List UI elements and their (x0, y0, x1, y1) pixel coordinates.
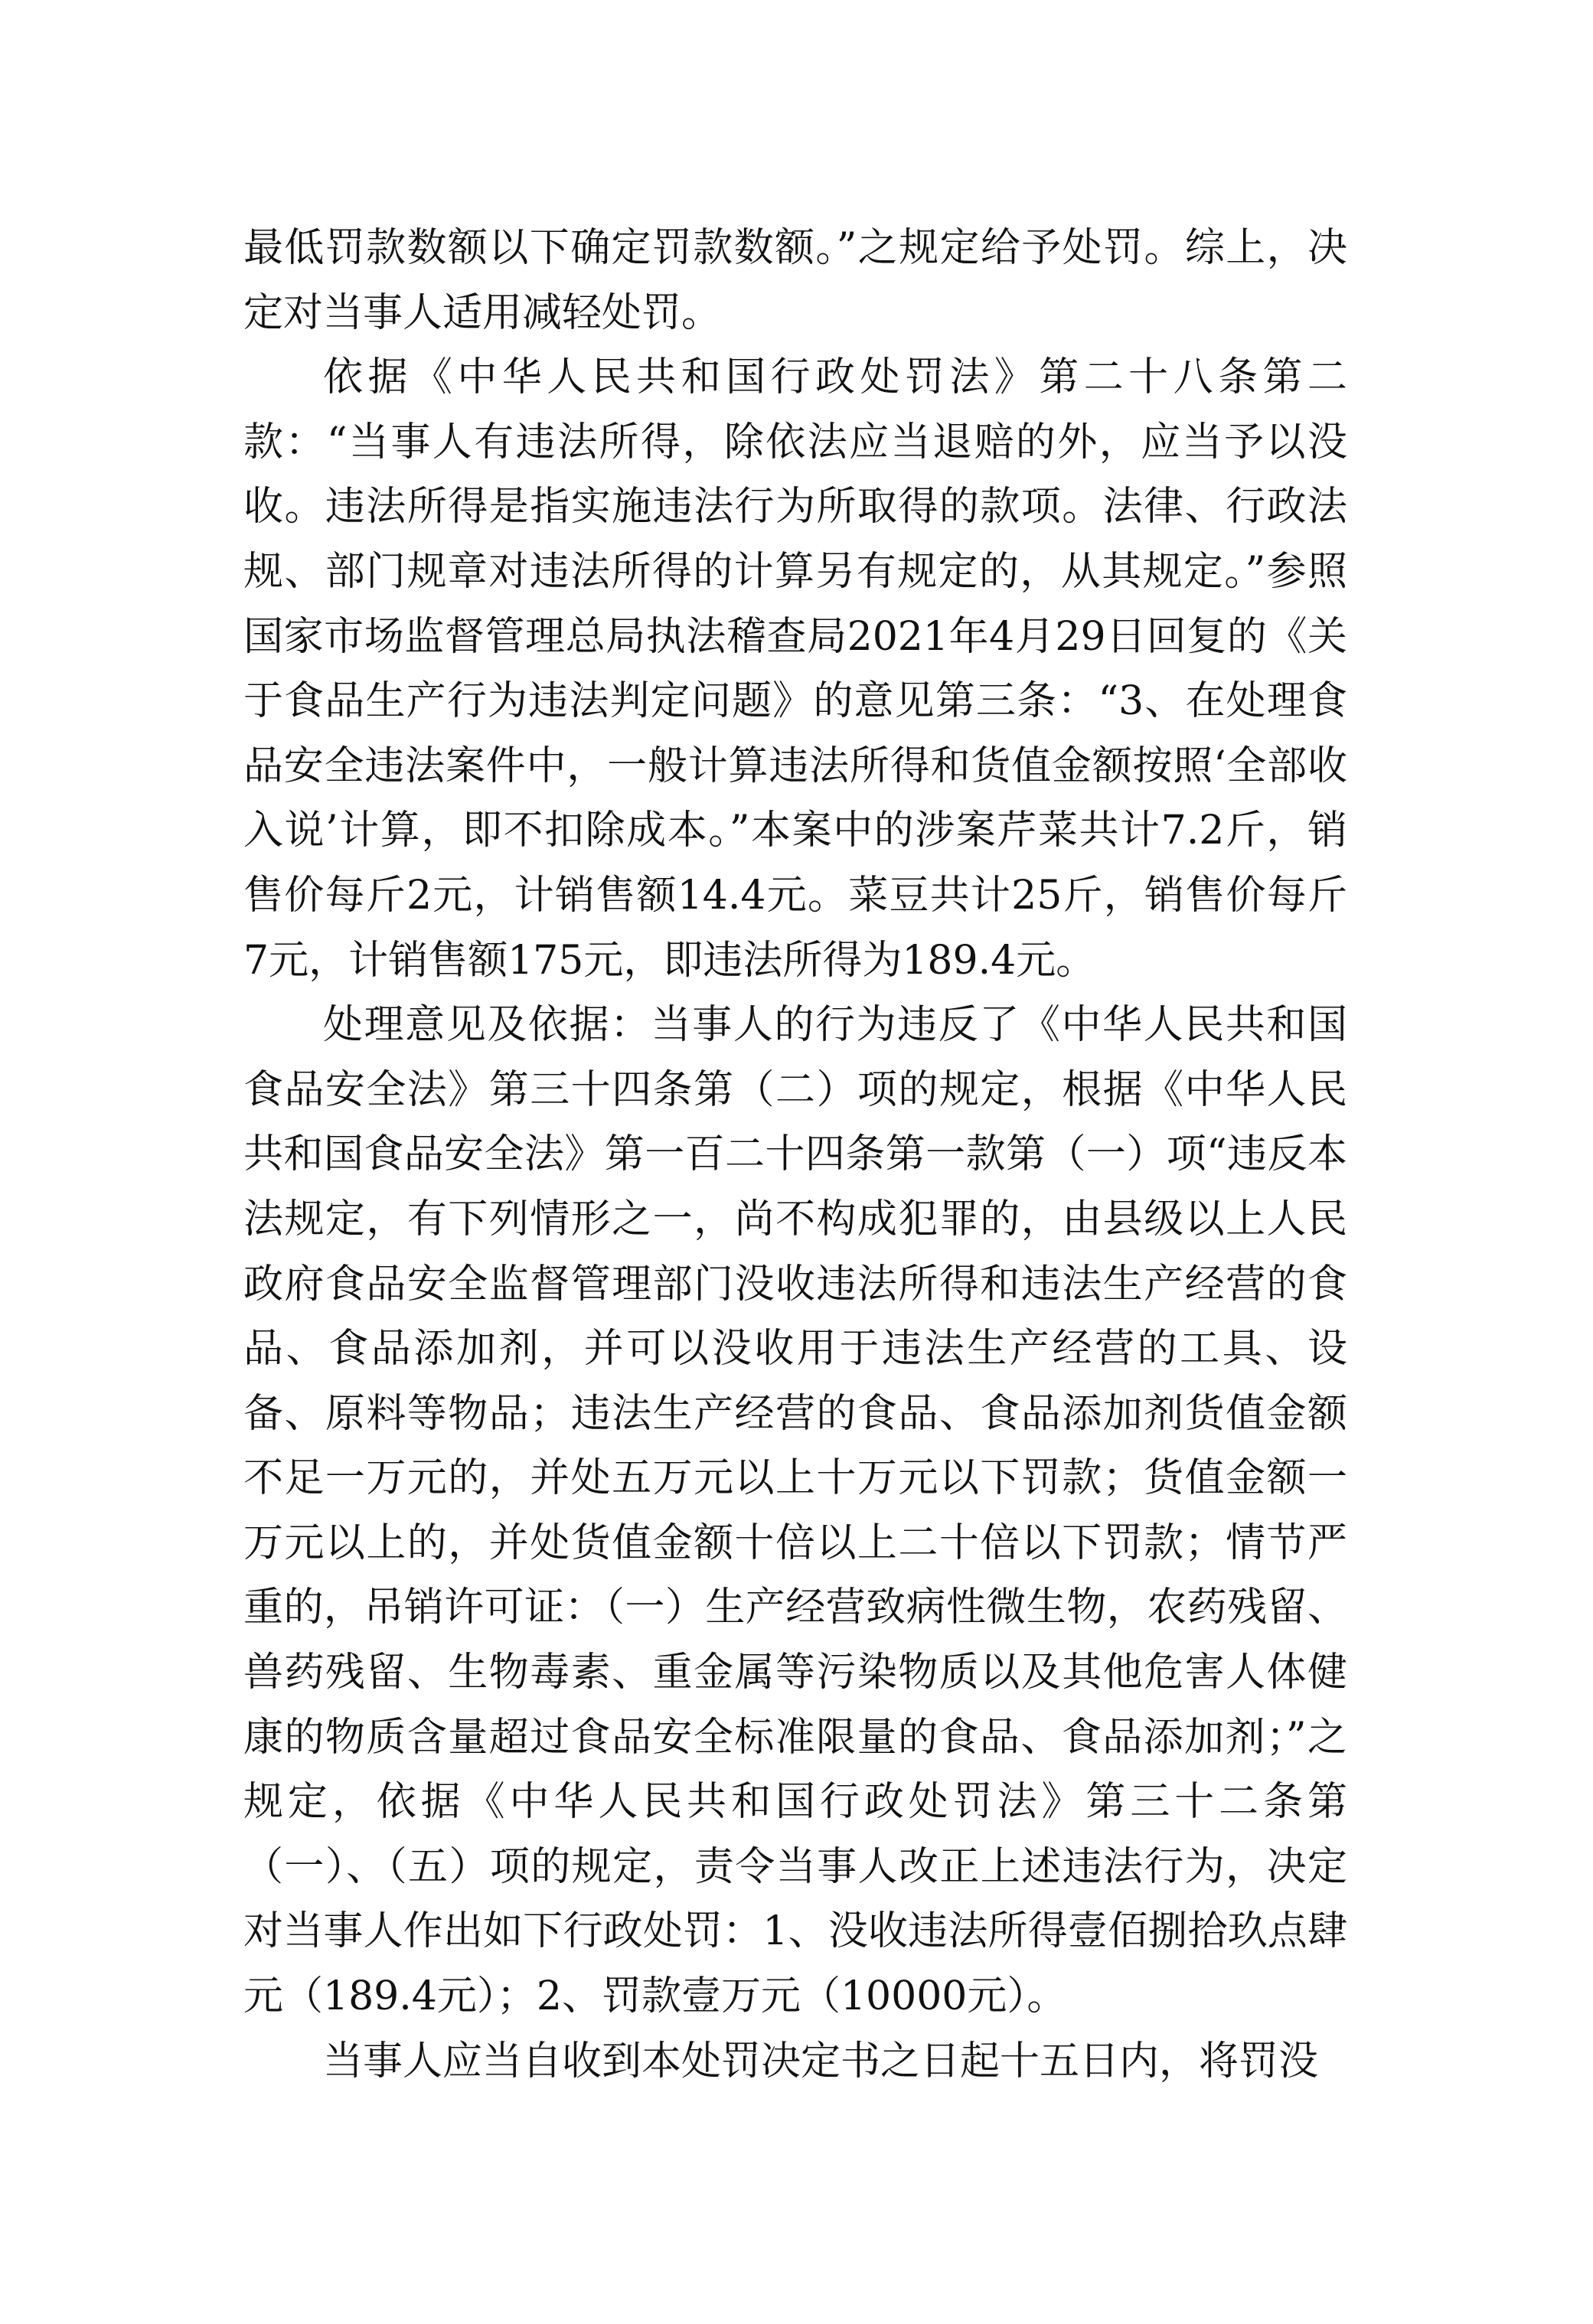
paragraph-handling-opinion: 处理意见及依据：当事人的行为违反了《中华人民共和国食品安全法》第三十四条第（二）项的规定，根据《中华人民共和国食品安全法》第一百二十四条第一款第（一）项“违反本法规定，有下列情形之一，尚不构成犯罪的，由县级以上人民政府食品安全监督管理部门没收违法所得和违法生产经营的食品、食品添加剂，并可以没收用于违法生产经营的工具、设备、原料等物品；违法生产经营的食品、食品添加剂货值金额不足一万元的，并处五万元以上十万元以下罚款；货值金额一万元以上的，并处货值金额十倍以上二十倍以下罚款；情节严重的，吊销许可证：（一）生产经营致病性微生物，农药残留、兽药残留、生物毒素、重金属等污染物质以及其他危害人体健康的物质含量超过食品安全标准限量的食品、食品添加剂；”之规定，依据《中华人民共和国行政处罚法》第三十二条第（一）、（五）项的规定，责令当事人改正上述违法行为，决定对当事人作出如下行政处罚：1、没收违法所得壹佰捌拾玖点肆元（189.4元）；2、罚款壹万元（10000元）。 (243, 1002, 1347, 2020)
paragraph-penalty-reduction: 最低罚款数额以下确定罚款数额。”之规定给予处罚。综上，决定对当事人适用减轻处罚。 (243, 225, 1347, 336)
paragraph-illegal-income-basis: 依据《中华人民共和国行政处罚法》第二十八条第二款：“当事人有违法所得，除依法应当退赔的外，应当予以没收。违法所得是指实施违法行为所取得的款项。法律、行政法规、部门规章对违法所得的计算另有规定的，从其规定。”参照国家市场监督管理总局执法稽查局2021年4月29日回复的《关于食品生产行为违法判定问题》的意见第三条：“3、在处理食品安全违法案件中，一般计算违法所得和货值金额按照‘全部收入说’计算，即不扣除成本。”本案中的涉案芹菜共计7.2斤，销售价每斤2元，计销售额14.4元。菜豆共计25斤，销售价每斤7元，计销售额175元，即违法所得为189.4元。 (243, 354, 1347, 984)
paragraph-payment-deadline: 当事人应当自收到本处罚决定书之日起十五日内，将罚没 (323, 2038, 1319, 2084)
document-body (243, 216, 1347, 2094)
